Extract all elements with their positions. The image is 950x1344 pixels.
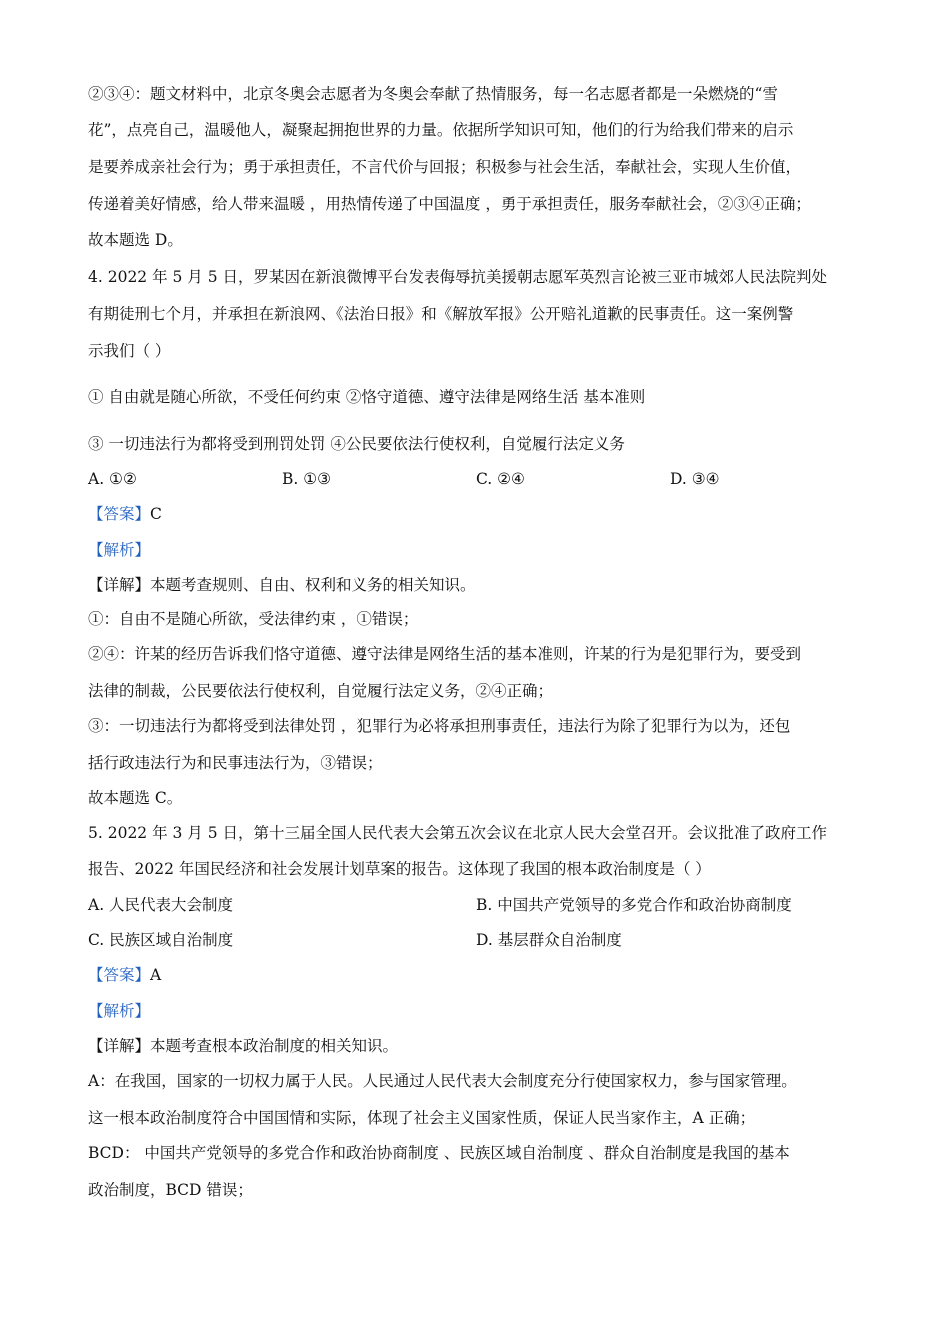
answer-value: A: [150, 966, 162, 984]
q3-explanation-line-1: ②③④：题文材料中，北京冬奥会志愿者为冬奥会奉献了热情服务，每一名志愿者都是一朵燃烧的“雪: [88, 85, 778, 103]
detail-text: 本题考查根本政治制度的相关知识。: [150, 1037, 399, 1055]
answer-tag: 【答案】: [88, 505, 151, 523]
q5-option-c: C. 民族区域自治制度: [88, 931, 234, 949]
analysis-tag: 【解析】: [88, 1002, 151, 1020]
q5-explanation-a2: 这一根本政治制度符合中国国情和实际，体现了社会主义国家性质，保证人民当家作主，A 正确；: [88, 1109, 756, 1127]
q4-explanation-2a: ②④：许某的经历告诉我们恪守道德、遵守法律是网络生活的基本准则，许某的行为是犯罪行为，要受到: [88, 645, 802, 663]
q4-stem-line-2: 有期徒刑七个月，并承担在新浪网、《法治日报》和《解放军报》公开赔礼道歉的民事责任。这一案例警: [88, 305, 794, 323]
q3-conclusion: 故本题选 D。: [88, 231, 183, 249]
q4-explanation-3b: 括行政违法行为和民事违法行为，③错误；: [88, 754, 383, 772]
q5-explanation-bcd-2: 政治制度，BCD 错误；: [88, 1181, 253, 1199]
q4-option-c: C. ②④: [476, 470, 525, 488]
q4-explanation-1: ①：自由不是随心所欲，受法律约束 ，①错误；: [88, 610, 419, 628]
q5-analysis-heading: [88, 1001, 150, 1021]
q4-option-b: B. ①③: [282, 470, 332, 488]
q3-explanation-line-4: 传递着美好情感，给人带来温暖 ，用热情传递了中国温度 ，勇于承担责任，服务奉献社会，②③④正确；: [88, 195, 811, 213]
q5-option-b: B. 中国共产党领导的多党合作和政治协商制度: [476, 896, 792, 914]
q4-explanation-2b: 法律的制裁，公民要依法行使权利，自觉履行法定义务，②④正确；: [88, 682, 554, 700]
q5-stem-line-2: 报告、2022 年国民经济和社会发展计划草案的报告。这体现了我国的根本政治制度是（ ）: [88, 860, 711, 878]
q3-explanation-line-2: 花”，点亮自己，温暖他人，凝聚起拥抱世界的力量。依据所学知识可知，他们的行为给我们带来的启示: [88, 121, 794, 139]
q5-option-a: A. 人民代表大会制度: [88, 896, 234, 914]
q4-statements-1: ① 自由就是随心所欲，不受任何约束 ②恪守道德、遵守法律是网络生活 基本准则: [88, 388, 646, 406]
q4-option-d: D. ③④: [670, 470, 720, 488]
q5-stem-line-1: 5. 2022 年 3 月 5 日，第十三届全国人民代表大会第五次会议在北京人民大会堂召开。会议批准了政府工作: [88, 824, 828, 842]
q4-option-a: A. ①②: [88, 470, 137, 488]
q3-explanation-line-3: 是要养成亲社会行为；勇于承担责任，不言代价与回报；积极参与社会生活，奉献社会，实现人生价值，: [88, 158, 802, 176]
q5-detail: [88, 1036, 398, 1056]
q4-statements-2: ③ 一切违法行为都将受到刑罚处罚 ④公民要依法行使权利，自觉履行法定义务: [88, 435, 625, 453]
q4-answer: [88, 504, 162, 524]
q4-explanation-3a: ③：一切违法行为都将受到法律处罚 ，犯罪行为必将承担刑事责任，违法行为除了犯罪行为以为，还包: [88, 717, 791, 735]
q4-stem-line-3: 示我们（ ）: [88, 342, 171, 360]
q5-answer: [88, 965, 161, 985]
answer-tag: 【答案】: [88, 966, 151, 984]
detail-text: 本题考查规则、自由、权利和义务的相关知识。: [150, 576, 476, 594]
detail-tag: 【详解】: [88, 576, 151, 594]
detail-tag: 【详解】: [88, 1037, 151, 1055]
answer-value: C: [150, 505, 162, 523]
q5-explanation-bcd-1: BCD： 中国共产党领导的多党合作和政治协商制度 、民族区域自治制度 、群众自治制度是我国的基本: [88, 1144, 790, 1162]
q5-option-d: D. 基层群众自治制度: [476, 931, 622, 949]
analysis-tag: 【解析】: [88, 541, 151, 559]
q4-stem-line-1: 4. 2022 年 5 月 5 日，罗某因在新浪微博平台发表侮辱抗美援朝志愿军英烈言论被三亚市城郊人民法院判处: [88, 268, 828, 286]
q4-detail: [88, 575, 476, 595]
q5-explanation-a1: A：在我国，国家的一切权力属于人民。人民通过人民代表大会制度充分行使国家权力，参与国家管理。: [88, 1072, 797, 1090]
q4-conclusion: 故本题选 C。: [88, 789, 183, 807]
q4-analysis-heading: [88, 540, 150, 560]
